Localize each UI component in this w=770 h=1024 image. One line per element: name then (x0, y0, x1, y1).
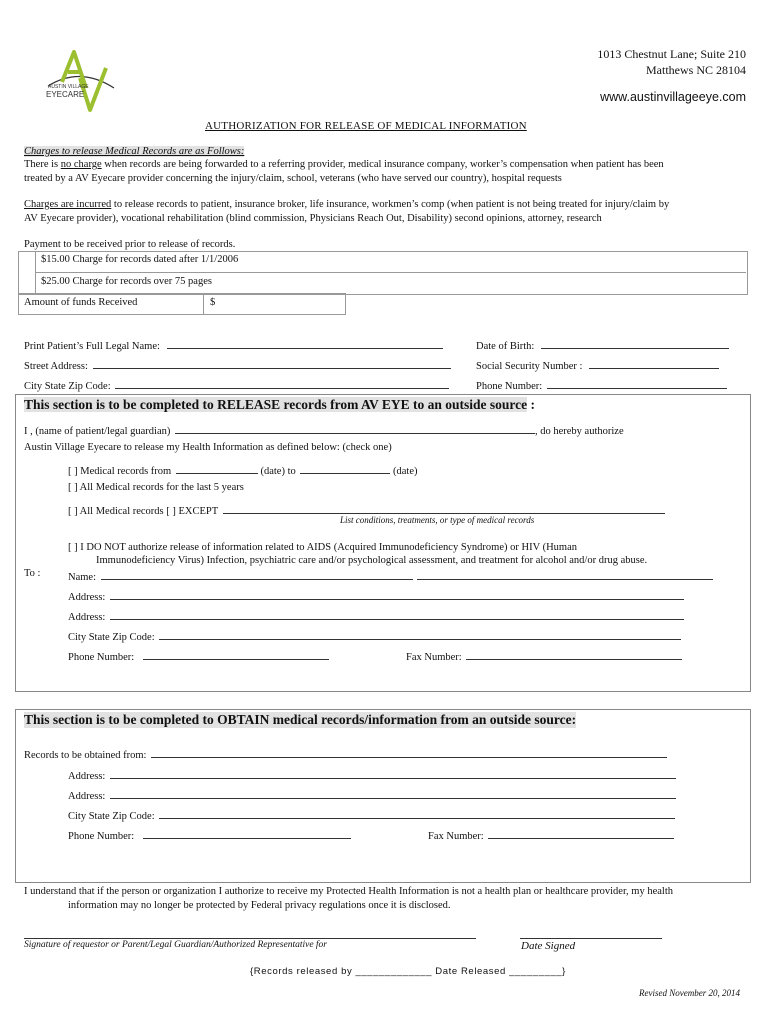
no-charge-text (24, 159, 664, 170)
street-field[interactable] (93, 357, 451, 369)
release-address2-field[interactable] (110, 608, 684, 620)
patient-name-row (24, 337, 443, 352)
obtain-from-row (24, 746, 667, 761)
obtain-address1-field[interactable] (110, 767, 676, 779)
release-city-row (68, 628, 681, 643)
revised-date: Revised November 20, 2014 (639, 988, 740, 998)
obtain-from-field[interactable] (151, 746, 667, 758)
obtain-from-label: Records to be obtained from: (24, 750, 147, 761)
release-phone-field[interactable] (143, 648, 329, 660)
no-charge-line2: treated by a AV Eyecare provider concerning the injury/claim, school, veterans (who have served our country), hospital requests (24, 173, 562, 184)
incurred-post: to release records to patient, insurance broker, life insurance, workmen’s comp (when patient is not being treated for injury/claim by (111, 199, 670, 210)
fee-divider-h (35, 272, 746, 273)
disclaimer-line2: information may no longer be protected by Federal privacy regulations once it is disclosed. (68, 900, 451, 911)
amount-label: Amount of funds Received (24, 297, 138, 308)
no-charge-emph: no charge (60, 159, 102, 170)
signature-line[interactable] (24, 938, 476, 939)
phone-label: Phone Number: (476, 381, 543, 392)
obtain-address2-label: Address: (68, 791, 106, 802)
fee-row-2: $25.00 Charge for records over 75 pages (41, 276, 212, 287)
dob-row (476, 337, 729, 352)
obtain-city-row (68, 807, 675, 822)
obtain-heading: This section is to be completed to OBTAIN medical records/information from an outside source: (24, 712, 577, 727)
obtain-fax-row (428, 827, 674, 842)
logo (40, 48, 120, 114)
incurred-line2: AV Eyecare provider), vocational rehabilitation (blind commission, Physicians Reach Out, Disability) second opinions, attorney, research (24, 213, 602, 224)
release-fax-field[interactable] (466, 648, 682, 660)
street-label: Street Address: (24, 361, 88, 372)
hiv-option-line2: Immunodeficiency Virus) Infection, psychiatric care and/or psychological assessment, and treatment for alcohol and/or drug abuse. (96, 555, 648, 566)
option-last-5-years[interactable]: [ ] All Medical records for the last 5 years (68, 482, 244, 493)
release-name-field[interactable] (101, 568, 413, 580)
patient-name-field[interactable] (167, 337, 443, 349)
release-address1-field[interactable] (110, 588, 684, 600)
amount-divider (203, 293, 204, 314)
option-date-range (68, 462, 417, 477)
page-title: AUTHORIZATION FOR RELEASE OF MEDICAL INFORMATION (205, 120, 527, 132)
ssn-label: Social Security Number : (476, 361, 583, 372)
release-guardian-row (24, 422, 624, 437)
release-address2-label: Address: (68, 612, 106, 623)
except-field[interactable] (223, 502, 665, 514)
date-to-label: (date) to (260, 466, 296, 477)
to-label: To : (24, 568, 41, 579)
ssn-field[interactable] (589, 357, 719, 369)
logo-line2: EYECARE (46, 90, 85, 99)
authorize-text: , do hereby authorize (534, 426, 624, 437)
incurred-emph: Charges are incurred (24, 199, 112, 210)
logo-mark (40, 48, 120, 114)
release-line2: Austin Village Eyecare to release my Health Information as defined below: (check one) (24, 442, 392, 453)
option-except-label[interactable]: [ ] All Medical records [ ] EXCEPT (68, 506, 218, 517)
release-heading-text: This section is to be completed to RELEASE records from AV EYE to an outside source (24, 397, 528, 412)
obtain-address1-row (68, 767, 676, 782)
release-phone-label: Phone Number: (68, 652, 135, 663)
release-address2-row (68, 608, 684, 623)
obtain-fax-field[interactable] (488, 827, 674, 839)
option-date-range-label[interactable]: [ ] Medical records from (68, 466, 172, 477)
records-released-note: {Records released by _____________ Date Released _________} (250, 966, 566, 977)
date-signed-label: Date Signed (521, 940, 576, 952)
city-label: City State Zip Code: (24, 381, 111, 392)
address-line1: 1013 Chestnut Lane; Suite 210 (597, 47, 746, 61)
release-address1-label: Address: (68, 592, 106, 603)
city-field[interactable] (115, 377, 449, 389)
release-city-label: City State Zip Code: (68, 632, 155, 643)
charges-heading: Charges to release Medical Records are as Follows: (24, 146, 245, 157)
address-line2: Matthews NC 28104 (646, 63, 746, 77)
release-city-field[interactable] (159, 628, 681, 640)
obtain-address1-label: Address: (68, 771, 106, 782)
dob-field[interactable] (541, 337, 729, 349)
release-name-row (68, 568, 713, 583)
release-name-label: Name: (68, 572, 96, 583)
date-signed-line[interactable] (520, 938, 662, 939)
payment-note: Payment to be received prior to release of records. (24, 239, 236, 250)
obtain-address2-field[interactable] (110, 787, 676, 799)
no-charge-pre: There is (24, 159, 61, 170)
phone-row (476, 377, 727, 392)
obtain-city-field[interactable] (159, 807, 675, 819)
city-row (24, 377, 449, 392)
ssn-row (476, 357, 719, 372)
release-heading (24, 397, 535, 413)
phone-field[interactable] (547, 377, 727, 389)
release-heading-colon: : (527, 397, 536, 412)
release-address1-row (68, 588, 684, 603)
fee-row-1: $15.00 Charge for records dated after 1/1/2006 (41, 254, 239, 265)
except-caption: List conditions, treatments, or type of medical records (340, 515, 535, 525)
obtain-address2-row (68, 787, 676, 802)
dob-label: Date of Birth: (476, 341, 535, 352)
guardian-field[interactable] (175, 422, 535, 434)
release-phone-row (68, 648, 329, 663)
hiv-option-line1[interactable]: [ ] I DO NOT authorize release of information related to AIDS (Acquired Immunodeficiency Syndrome) or HIV (Human (68, 542, 577, 553)
date-to-field[interactable] (300, 462, 390, 474)
release-fax-label: Fax Number: (406, 652, 462, 663)
obtain-city-label: City State Zip Code: (68, 811, 155, 822)
release-fax-row (406, 648, 682, 663)
signature-label: Signature of requestor or Parent/Legal Guardian/Authorized Representative for (24, 940, 328, 950)
release-name-field-2[interactable] (417, 568, 713, 580)
website-link[interactable]: www.austinvillageeye.com (600, 90, 746, 104)
obtain-phone-field[interactable] (143, 827, 351, 839)
date-from-field[interactable] (176, 462, 258, 474)
date-suffix: (date) (393, 466, 418, 477)
logo-line1: AUSTIN VILLAGE (48, 84, 89, 90)
guardian-label: I , (name of patient/legal guardian) (24, 426, 171, 437)
amount-field[interactable]: $ (210, 297, 216, 308)
street-row (24, 357, 451, 372)
incurred-text (24, 199, 669, 210)
obtain-phone-label: Phone Number: (68, 831, 135, 842)
disclaimer-line1: I understand that if the person or organization I authorize to receive my Protected Health Information is not a health plan or healthcare provider, my health (24, 886, 673, 897)
no-charge-post: when records are being forwarded to a referring provider, medical insurance company, worker’s compensation when patient has been (101, 159, 664, 170)
obtain-phone-row (68, 827, 351, 842)
obtain-fax-label: Fax Number: (428, 831, 484, 842)
patient-name-label: Print Patient’s Full Legal Name: (24, 341, 160, 352)
